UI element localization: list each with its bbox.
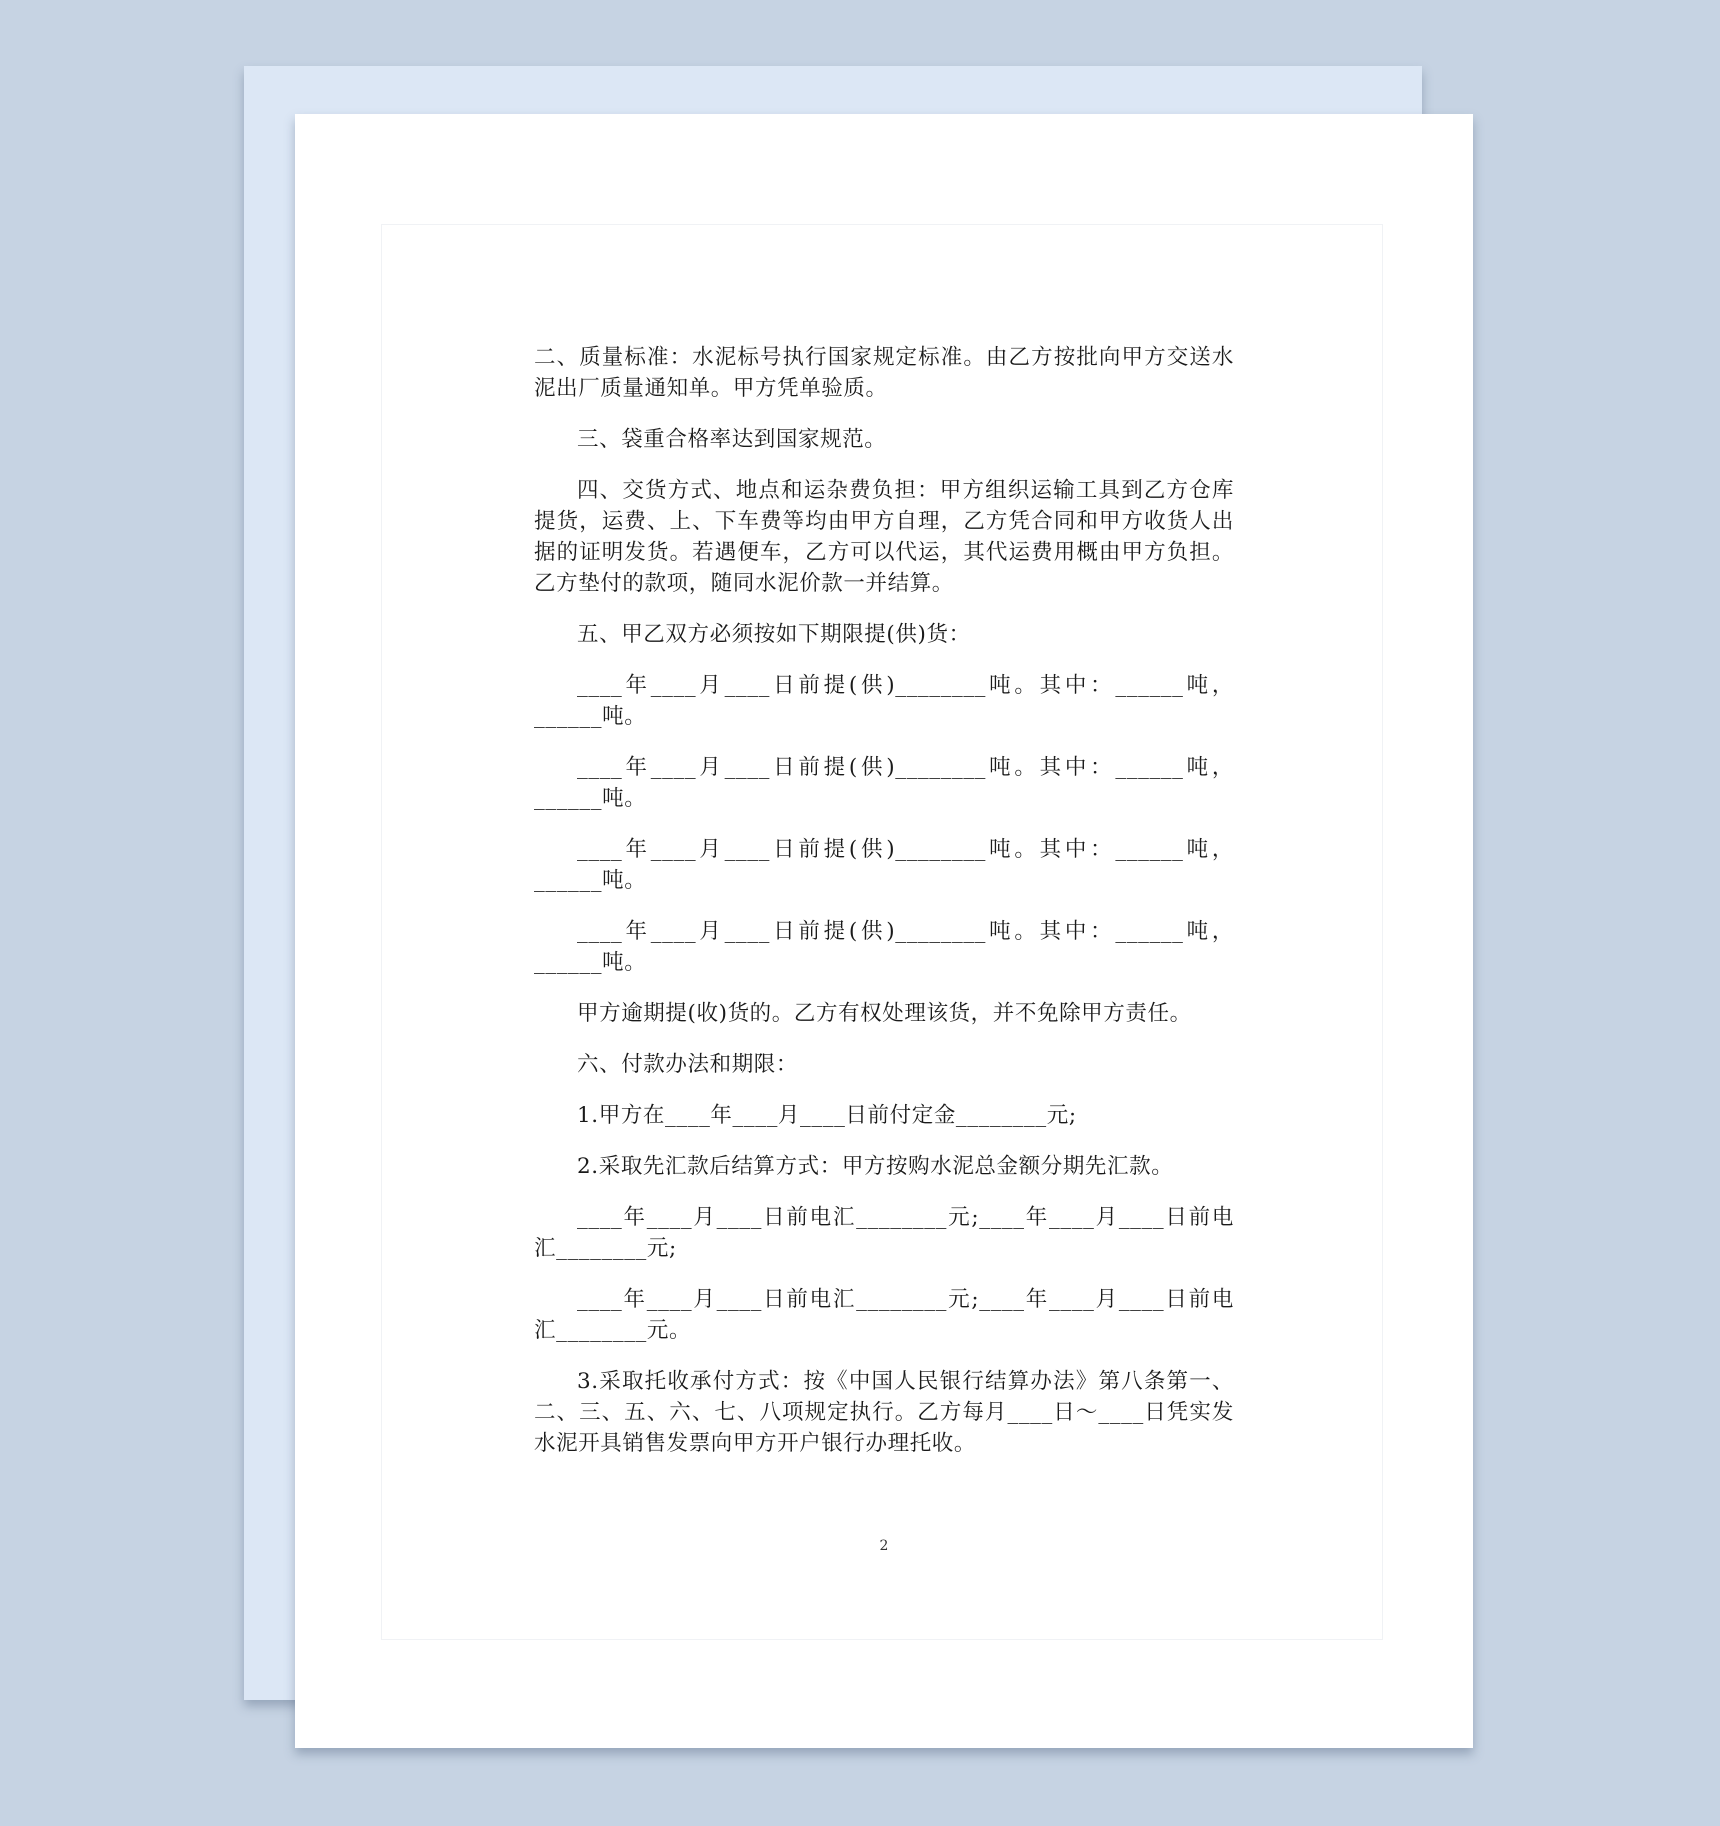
paragraph-overdue-pickup: 甲方逾期提(收)货的。乙方有权处理该货，并不免除甲方责任。 (577, 1001, 1192, 1026)
paragraph-delivery-schedule: 五、甲乙双方必须按如下期限提(供)货： (577, 622, 971, 647)
paragraph-schedule-line-3: ____年____月____日前提(供)________吨。其中：______吨，______吨。 (534, 837, 1234, 893)
paragraph-schedule-line-4: ____年____月____日前提(供)________吨。其中：______吨，______吨。 (534, 919, 1234, 975)
document-body (534, 342, 1234, 1479)
document-page (295, 114, 1473, 1748)
paragraph-payment-prepay: 2.采取先汇款后结算方式：甲方按购水泥总金额分期先汇款。 (577, 1154, 1174, 1179)
paragraph-bag-weight: 三、袋重合格率达到国家规范。 (577, 427, 887, 452)
paragraph-schedule-line-1: ____年____月____日前提(供)________吨。其中：______吨，______吨。 (534, 673, 1234, 729)
paragraph-wire-line-1: ____年____月____日前电汇________元;____年____月____日前电汇________元; (534, 1205, 1234, 1261)
paragraph-delivery-method: 四、交货方式、地点和运杂费负担：甲方组织运输工具到乙方仓库提货，运费、上、下车费等均由甲方自理，乙方凭合同和甲方收货人出据的证明发货。若遇便车，乙方可以代运，其代运费用概由甲方负担。乙方垫付的款项，随同水泥价款一并结算。 (534, 478, 1234, 596)
page-number: 2 (879, 1538, 889, 1554)
paragraph-wire-line-2: ____年____月____日前电汇________元;____年____月____日前电汇________元。 (534, 1287, 1234, 1343)
paragraph-payment-heading: 六、付款办法和期限： (577, 1052, 799, 1077)
paragraph-schedule-line-2: ____年____月____日前提(供)________吨。其中：______吨，______吨。 (534, 755, 1234, 811)
paragraph-collection-method: 3.采取托收承付方式：按《中国人民银行结算办法》第八条第一、二、三、五、六、七、八项规定执行。乙方每月____日～____日凭实发水泥开具销售发票向甲方开户银行办理托收。 (534, 1369, 1234, 1456)
paragraph-quality-standard: 二、质量标准：水泥标号执行国家规定标准。由乙方按批向甲方交送水泥出厂质量通知单。甲方凭单验质。 (534, 345, 1234, 401)
paragraph-payment-deposit: 1.甲方在____年____月____日前付定金________元; (577, 1103, 1077, 1128)
